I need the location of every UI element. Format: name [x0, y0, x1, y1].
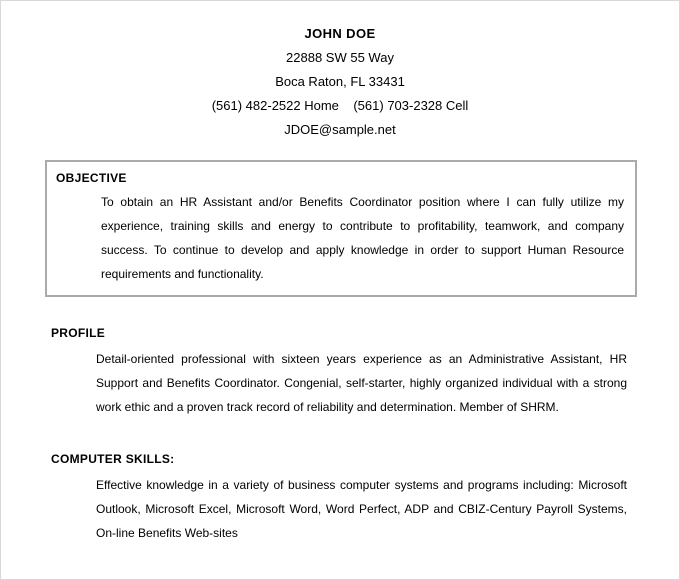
candidate-email: JDOE@sample.net — [284, 122, 396, 137]
profile-heading: PROFILE — [51, 326, 106, 340]
objective-section — [45, 160, 637, 297]
resume-header — [1, 1, 679, 142]
profile-section — [1, 323, 679, 419]
computer-skills-section — [1, 449, 679, 545]
candidate-name: JOHN DOE — [304, 26, 376, 41]
objective-body: To obtain an HR Assistant and/or Benefits Coordinator position where I can fully utilize my experience, training skills and energy to contribute to profitability, teamwork, and company success. To continue to develop and apply knowledge in order to support Human Resource requirements and functionality. — [101, 195, 624, 281]
profile-body: Detail-oriented professional with sixteen years experience as an Administrative Assistant, HR Support and Benefits Coordinator. Congenial, self-starter, highly organized individual with a strong work ethic and a proven track record of reliability and determination. Member of SHRM. — [96, 352, 627, 414]
candidate-phone-numbers: (561) 482-2522 Home (561) 703-2328 Cell — [211, 98, 469, 113]
candidate-city-state-zip: Boca Raton, FL 33431 — [275, 74, 405, 89]
objective-heading: OBJECTIVE — [56, 171, 127, 185]
computer-skills-heading: COMPUTER SKILLS: — [51, 452, 175, 466]
candidate-street-address: 22888 SW 55 Way — [286, 50, 394, 65]
computer-skills-body: Effective knowledge in a variety of business computer systems and programs including: Microsoft Outlook, Microsoft Excel, Microsoft Word, Word Perfect, ADP and CBIZ-Century Payroll Systems, On-line Benefits Web-sites — [96, 478, 627, 540]
